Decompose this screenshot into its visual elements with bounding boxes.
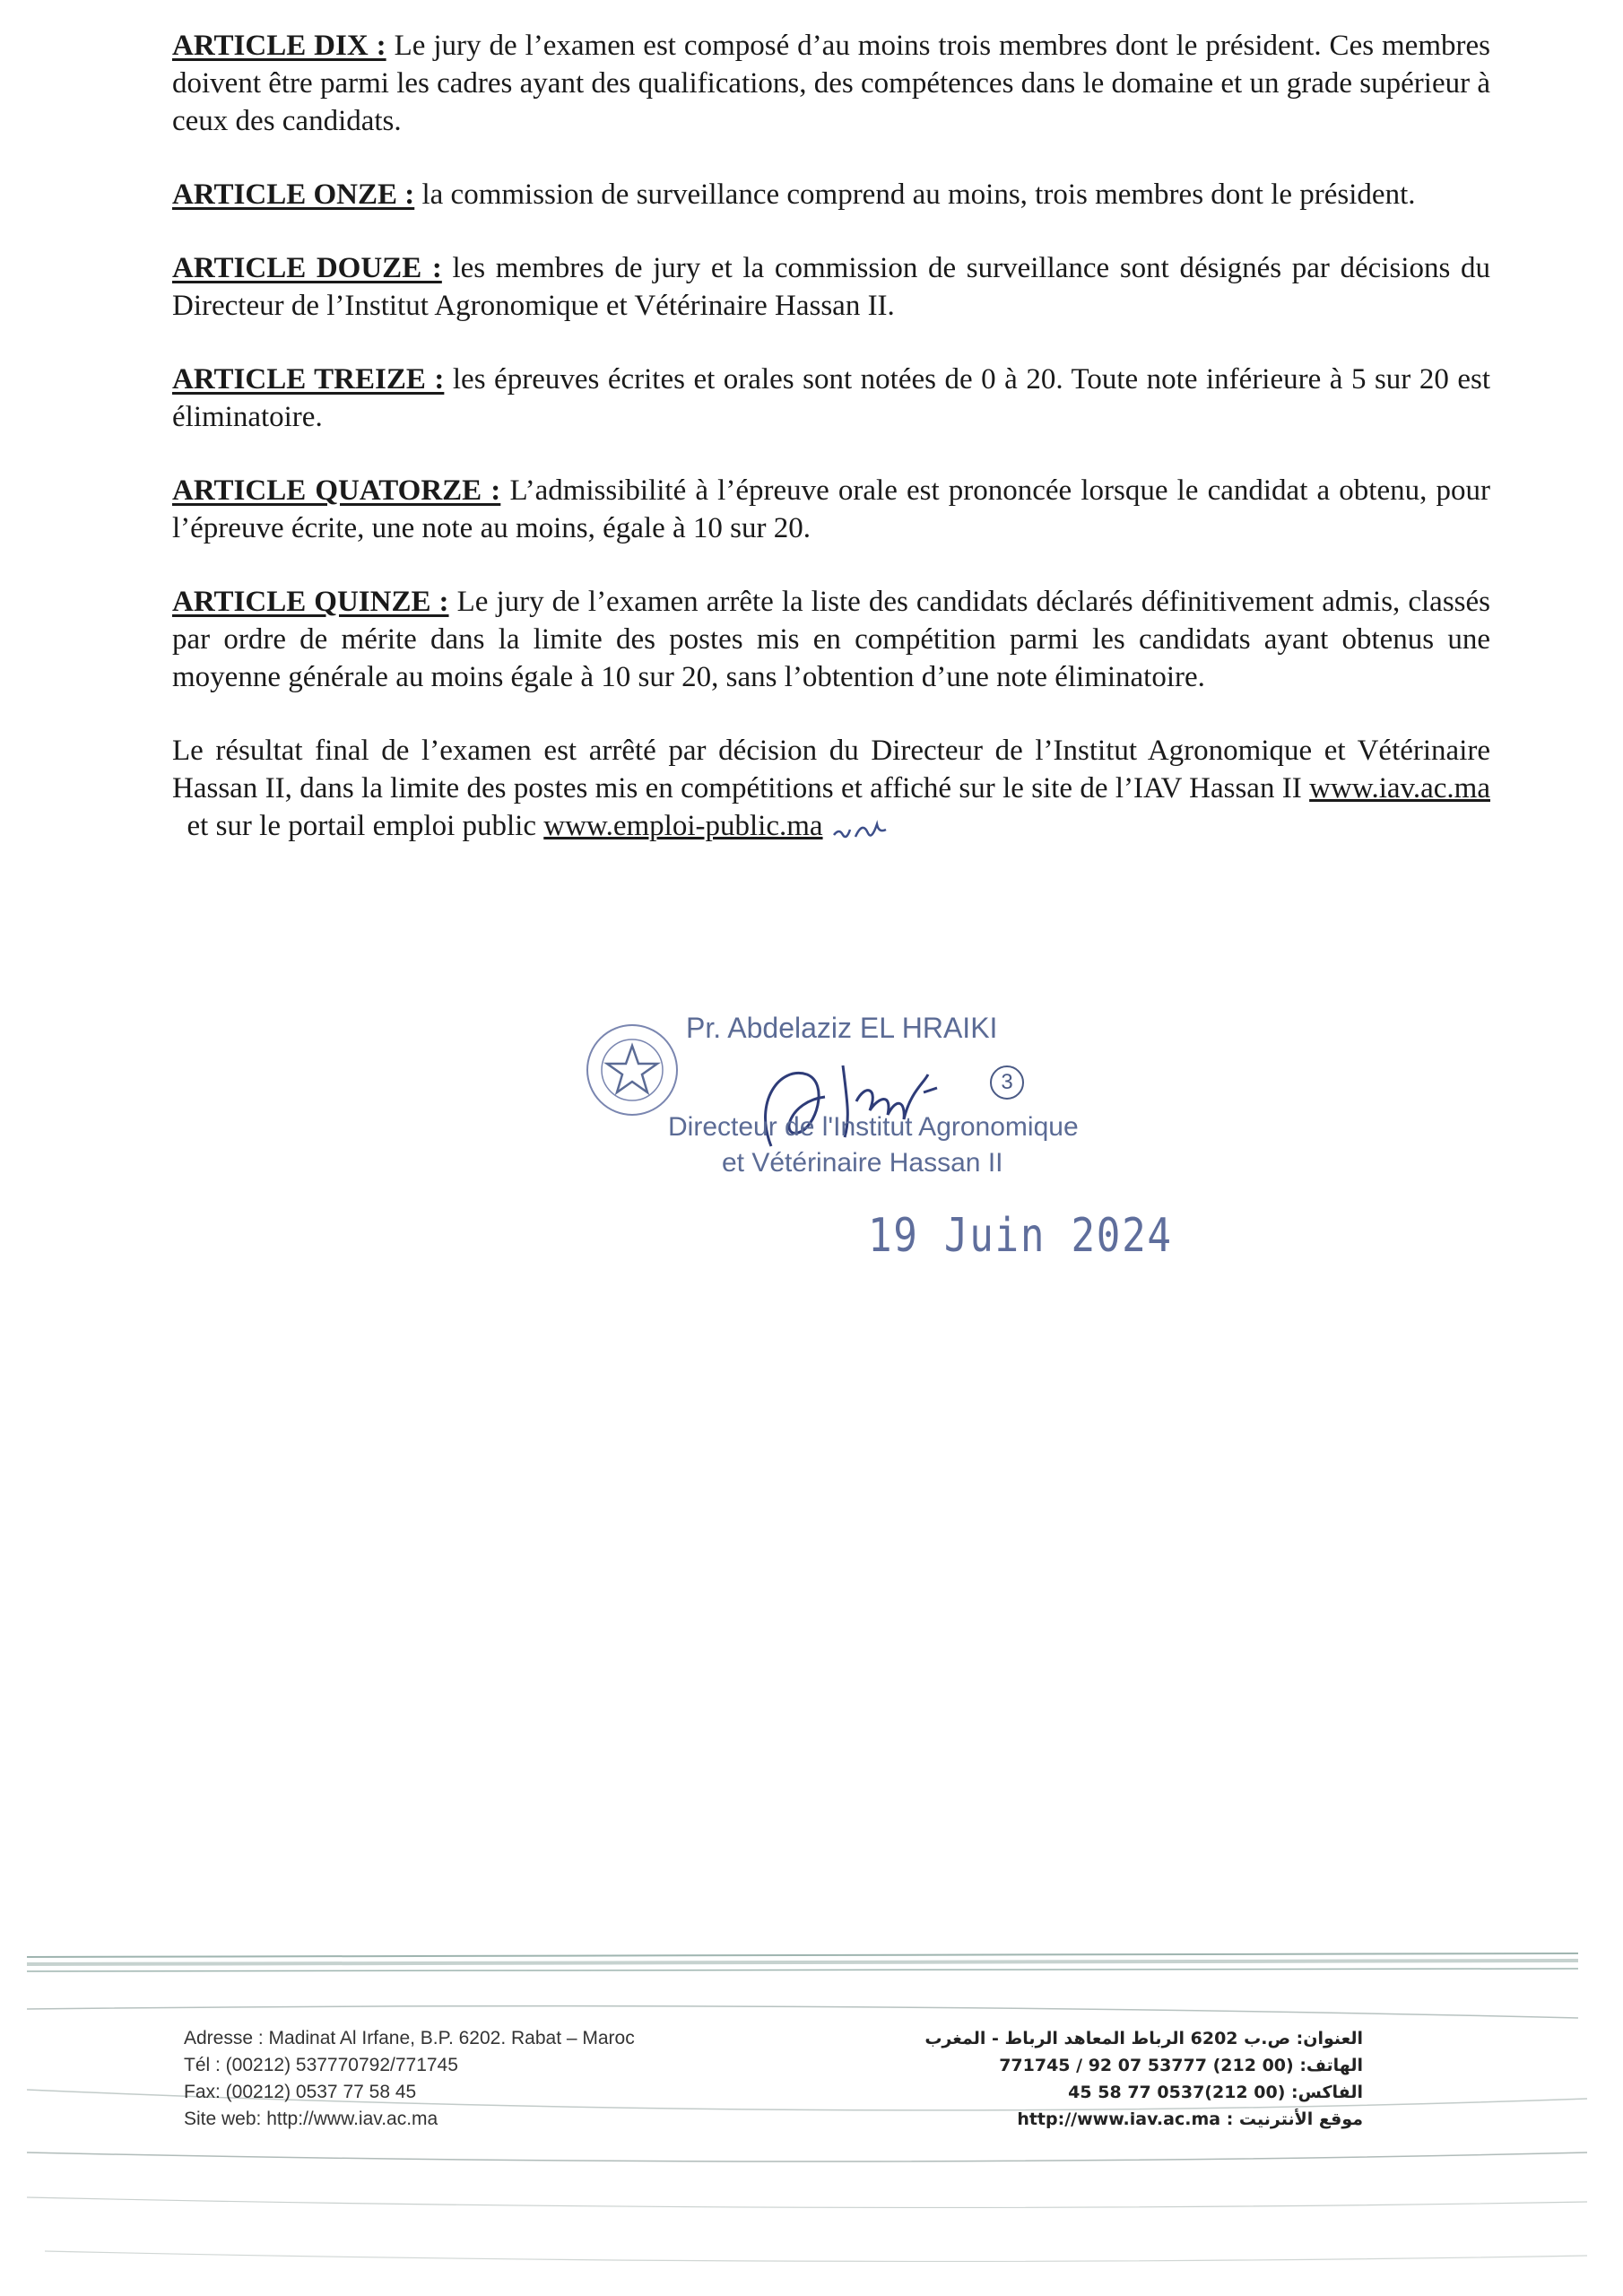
final-paragraph	[172, 732, 1490, 846]
article-douze	[172, 249, 1490, 325]
article-quinze	[172, 583, 1490, 696]
signatory-title-line1: Directeur de l'Institut Agronomique	[668, 1112, 1079, 1142]
footer-contact-french	[184, 2025, 635, 2133]
signatory-name: Pr. Abdelaziz EL HRAIKI	[686, 1012, 998, 1044]
signature-block	[583, 1012, 1085, 1227]
footer-phone: Tél : (00212) 537770792/771745	[184, 2055, 458, 2075]
article-text: L’admissibilité à l’épreuve orale est prononcée lorsque le candidat a obtenu, pour l’épreuve écrite, une note au moins, égale à 10 sur 20.	[172, 474, 1490, 544]
initials-mark	[829, 810, 891, 846]
article-treize	[172, 361, 1490, 436]
article-dix	[172, 27, 1490, 140]
footer-address: Adresse : Madinat Al Irfane, B.P. 6202. Rabat – Maroc	[184, 2028, 635, 2048]
article-title: ARTICLE TREIZE :	[172, 363, 445, 396]
footer-website-ar: موقع الأنترنيت : http://www.iav.ac.ma	[1017, 2109, 1363, 2129]
institute-seal-icon	[583, 1021, 681, 1119]
article-title: ARTICLE DIX :	[172, 30, 386, 62]
iav-link[interactable]: www.iav.ac.ma	[1309, 772, 1490, 804]
emploi-public-link[interactable]: www.emploi-public.ma	[543, 810, 823, 842]
date-stamp: 19 Juin 2024	[868, 1209, 1173, 1263]
article-onze	[172, 176, 1490, 213]
article-title: ARTICLE QUINZE :	[172, 586, 449, 618]
article-title: ARTICLE ONZE :	[172, 178, 415, 211]
article-title: ARTICLE DOUZE :	[172, 252, 442, 284]
signatory-title-line2: et Vétérinaire Hassan II	[722, 1148, 1003, 1178]
footer-contact-arabic	[924, 2025, 1363, 2133]
article-text: les membres de jury et la commission de surveillance sont désignés par décisions du Directeur de l’Institut Agronomique et Vétérinaire Hassan II.	[172, 252, 1490, 322]
footer-fax: Fax: (00212) 0537 77 58 45	[184, 2082, 417, 2102]
article-text: Le jury de l’examen arrête la liste des candidats déclarés définitivement admis, classés par ordre de mérite dans la limite des postes mis en compétition parmi les candidats ayant obtenus une moyenne générale au moins égale à 10 sur 20, sans l’obtention d’une note éliminatoire.	[172, 586, 1490, 693]
footer-phone-ar: الهاتف: (00 212) 53777 07 92 / 771745	[999, 2056, 1363, 2075]
article-text: les épreuves écrites et orales sont notées de 0 à 20. Toute note inférieure à 5 sur 20 est éliminatoire.	[172, 363, 1490, 433]
final-text-middle: et sur le portail emploi public	[172, 810, 544, 842]
article-title: ARTICLE QUATORZE :	[172, 474, 501, 507]
page-number-marker: 3	[990, 1065, 1024, 1100]
article-text: Le jury de l’examen est composé d’au moins trois membres dont le président. Ces membres doivent être parmi les cadres ayant des qualifications, des compétences dans le domaine et un grade supérieur à ceux des candidats.	[172, 30, 1490, 137]
article-text: la commission de surveillance comprend au moins, trois membres dont le président.	[414, 178, 1416, 211]
article-quatorze	[172, 472, 1490, 547]
document-body	[172, 27, 1490, 846]
footer-fax-ar: الفاكس: (00 212)0537 77 58 45	[1068, 2083, 1363, 2102]
footer-website: Site web: http://www.iav.ac.ma	[184, 2109, 438, 2129]
footer-address-ar: العنوان: ص.ب 6202 الرباط المعاهد الرباط - المغرب	[924, 2029, 1363, 2048]
final-text-before: Le résultat final de l’examen est arrêté par décision du Directeur de l’Institut Agronomique et Vétérinaire Hassan II, dans la limite des postes mis en compétitions et affiché sur le site de l’IAV Hassan II	[172, 735, 1490, 804]
